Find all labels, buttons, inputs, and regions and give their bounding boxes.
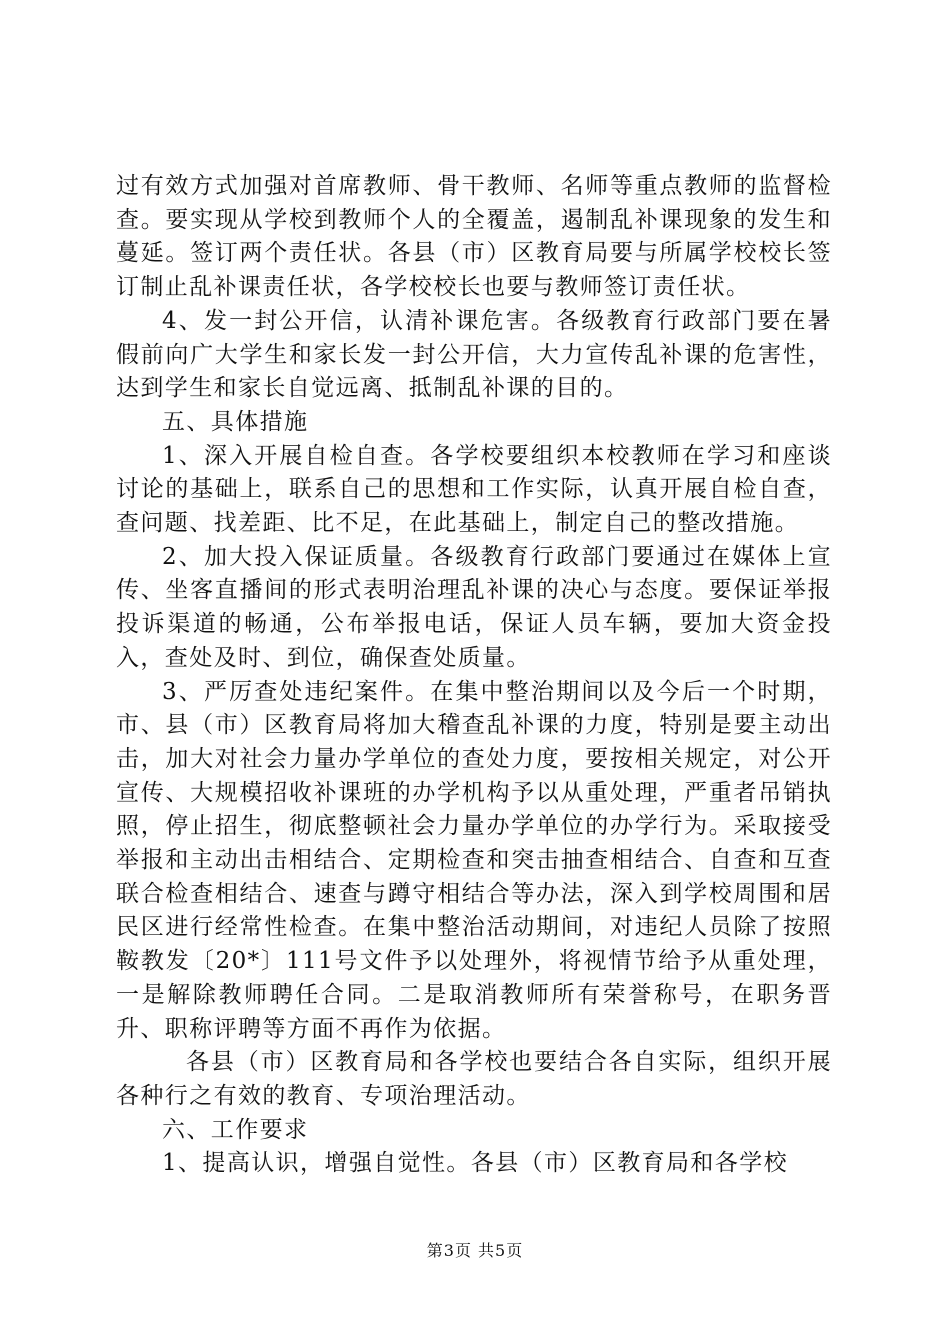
paragraph-measure-1: 1、深入开展自检自查。各学校要组织本校教师在学习和座谈讨论的基础上，联系自己的思想和工作实际，认真开展自检自查，查问题、找差距、比不足，在此基础上，制定自己的整改措施。 — [116, 442, 832, 537]
section-heading-measures: 五、具体措施 — [162, 408, 309, 435]
page-number-footer: 第3页 共5页 — [426, 1241, 524, 1260]
paragraph-requirement-1: 1、提高认识，增强自觉性。各县（市）区教育局和各学校 — [162, 1150, 789, 1177]
paragraph-measure-3: 3、严厉查处违纪案件。在集中整治期间以及今后一个时期，市、县（市）区教育局将加大稽查乱补课的力度，特别是要主动出击，加大对社会力量办学单位的查处力度，要按相关规定，对公开宣传、大规模招收补课班的办学机构予以从重处理，严重者吊销执照，停止招生，彻底整顿社会力量办学单位的办学行为。采取接受举报和主动出击相结合、定期检查和突击抽查相结合、自查和互查联合检查相结合、速查与蹲守相结合等办法，深入到学校周围和居民区进行经常性检查。在集中整治活动期间，对违纪人员除了按照鞍教发〔20*〕111号文件予以处理外，将视情节给予从重处理，一是解除教师聘任合同。二是取消教师所有荣誉称号，在职务晋升、职称评聘等方面不再作为依据。 — [116, 678, 832, 1042]
paragraph-measure-2: 2、加大投入保证质量。各级教育行政部门要通过在媒体上宣传、坐客直播间的形式表明治理乱补课的决心与态度。要保证举报投诉渠道的畅通，公布举报电话，保证人员车辆，要加大资金投入，查处及时、到位，确保查处质量。 — [116, 543, 832, 671]
paragraph-local-activities: 各县（市）区教育局和各学校也要结合各自实际，组织开展各种行之有效的教育、专项治理活动。 — [116, 1049, 832, 1109]
section-heading-requirements: 六、工作要求 — [162, 1116, 309, 1143]
document-body — [116, 170, 832, 1181]
paragraph-continuation: 过有效方式加强对首席教师、骨干教师、名师等重点教师的监督检查。要实现从学校到教师个人的全覆盖，遏制乱补课现象的发生和蔓延。签订两个责任状。各县（市）区教育局要与所属学校校长签订制止乱补课责任状，各学校校长也要与教师签订责任状。 — [116, 173, 832, 301]
paragraph-item-4: 4、发一封公开信，认清补课危害。各级教育行政部门要在暑假前向广大学生和家长发一封公开信，大力宣传乱补课的危害性，达到学生和家长自觉远离、抵制乱补课的目的。 — [116, 307, 832, 402]
